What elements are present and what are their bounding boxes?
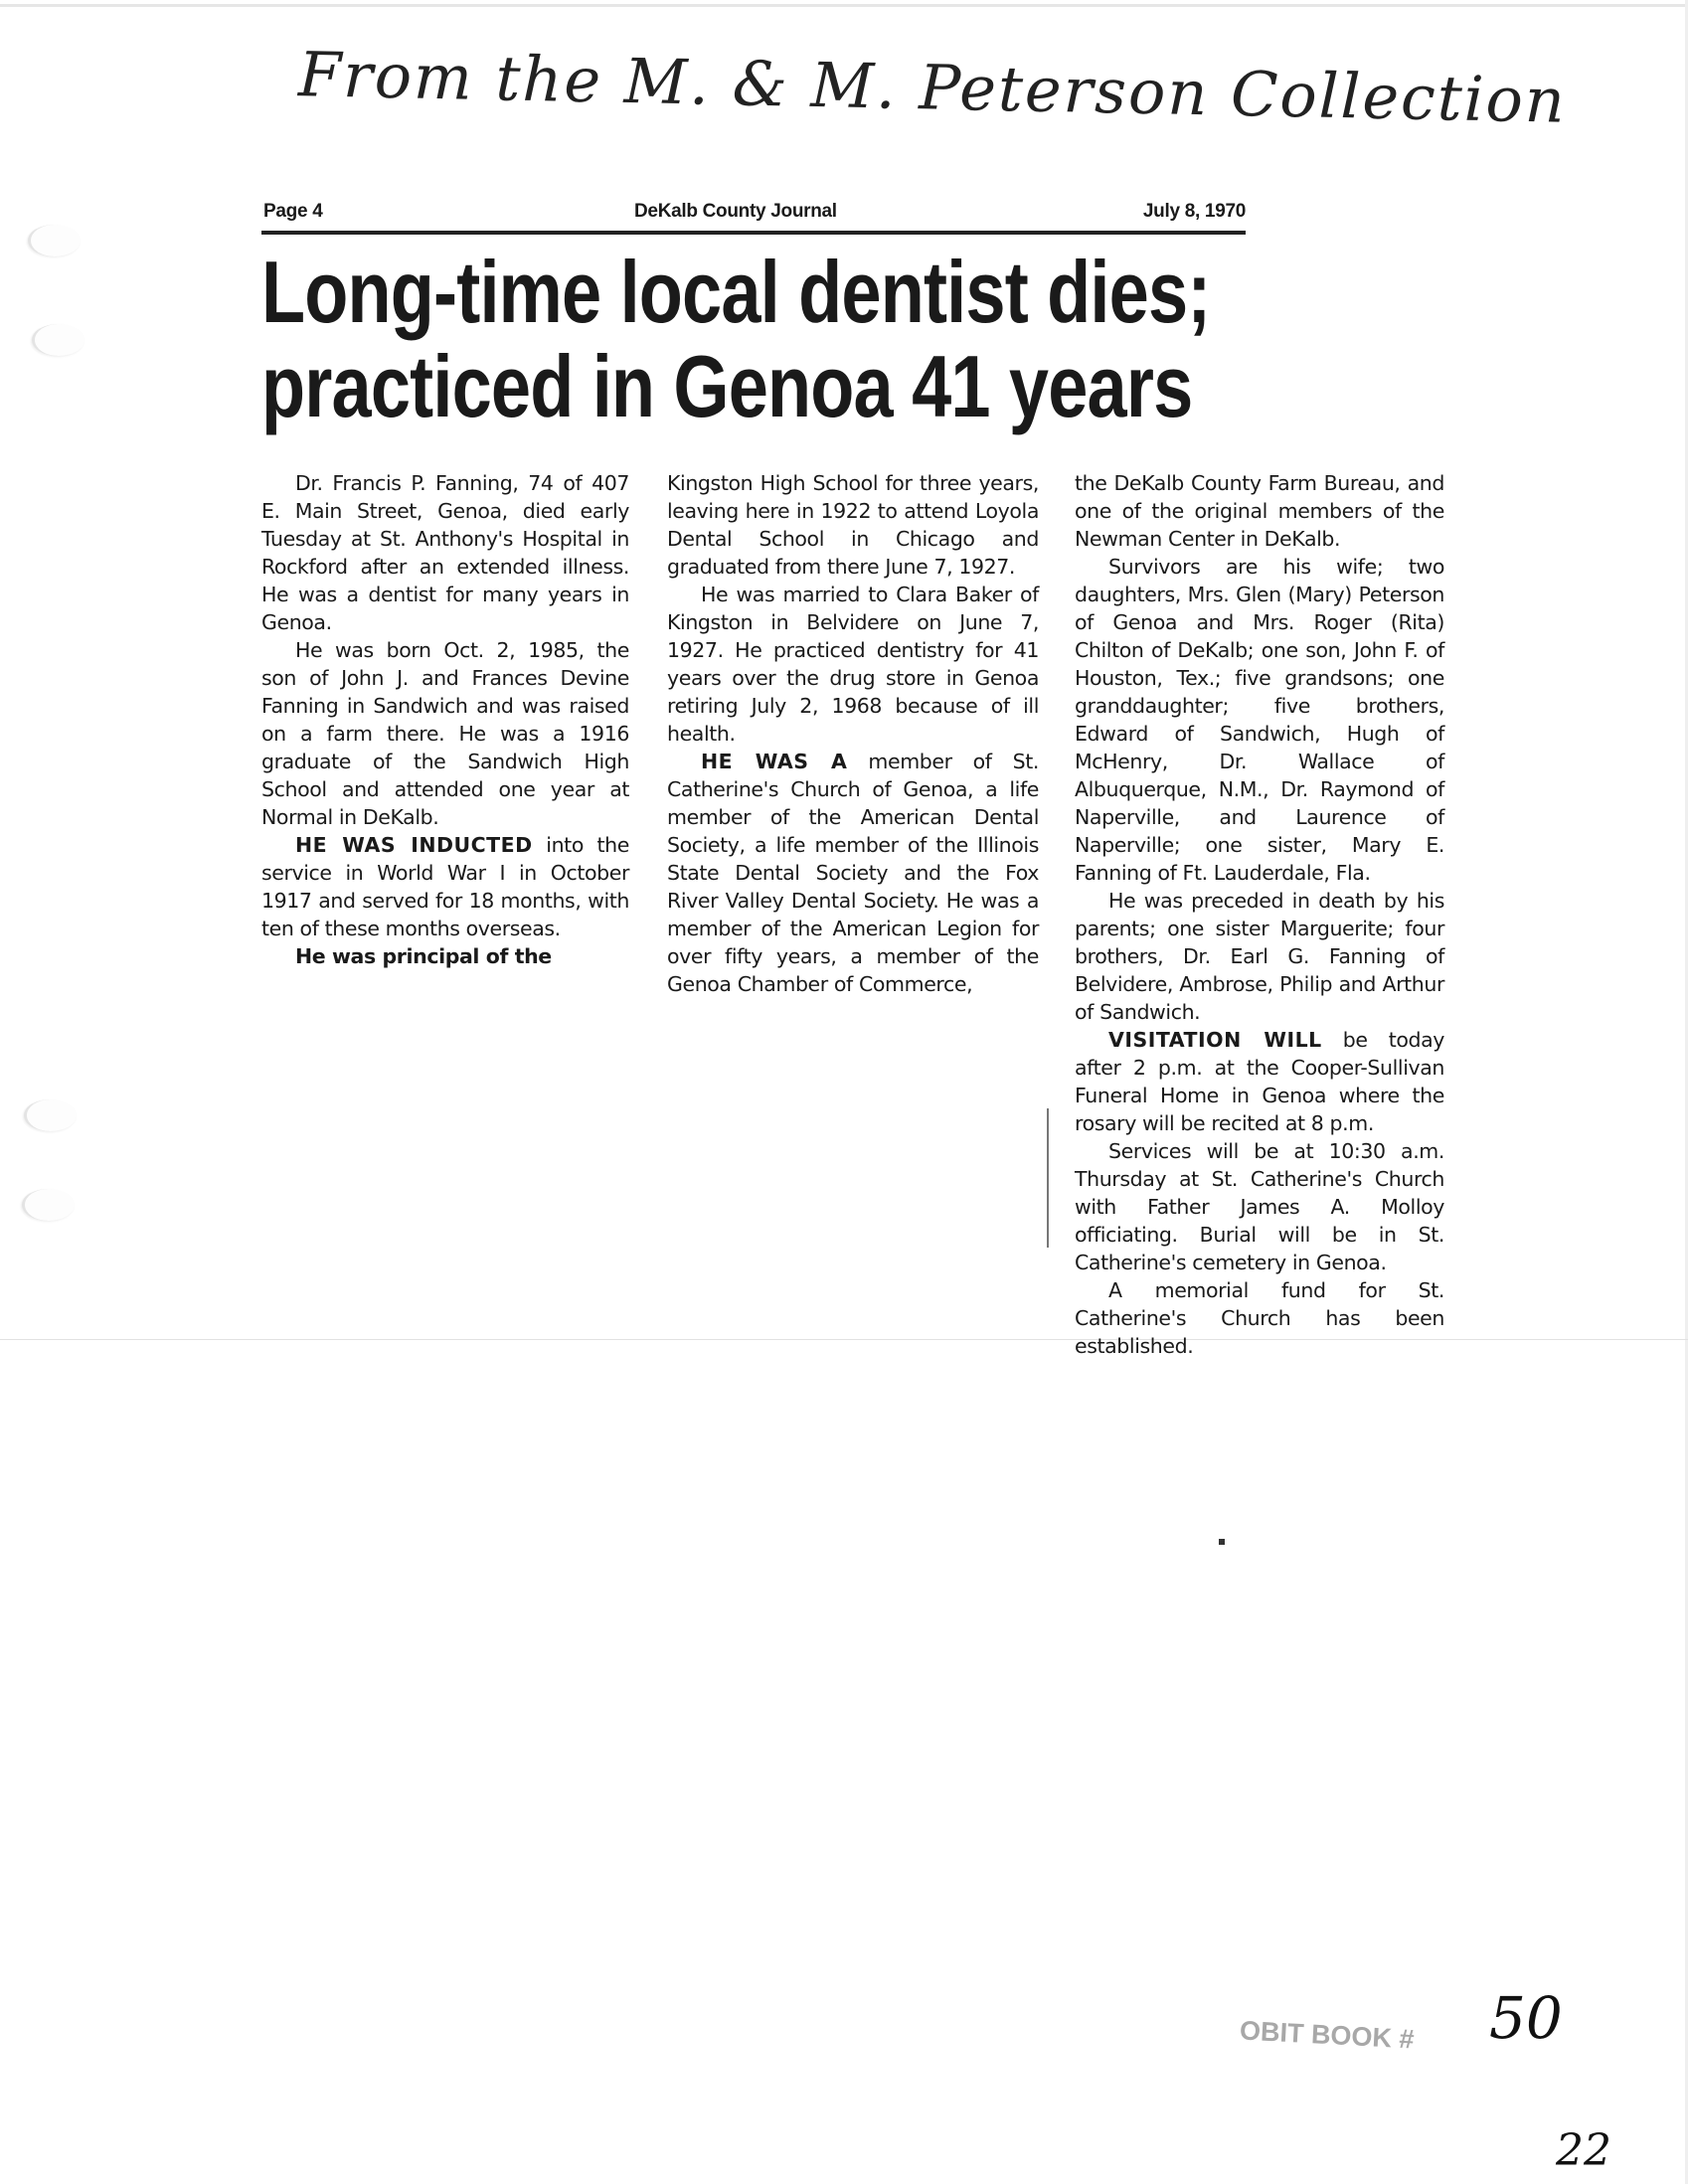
issue-date: July 8, 1970 bbox=[1142, 201, 1246, 222]
headline-line-2: practiced in Genoa 41 years bbox=[261, 337, 1193, 435]
end-mark bbox=[1219, 1539, 1225, 1545]
paragraph-text: into the service in World War I in October 1917 and served for 18 months, with ten of these months overseas. bbox=[261, 833, 629, 940]
newspaper-name: DeKalb County Journal bbox=[634, 201, 837, 222]
paragraph-text: member of St. Catherine's Church of Genoa, a life member of the American Dental Society, a life member of the Illinois State Dental Society and the Fox River Valley Dental Society. He was a member of the American Legion for over fifty years, a member of the Genoa Chamber of Commerce, bbox=[667, 750, 1039, 996]
headline bbox=[261, 243, 1211, 435]
article-column-2 bbox=[667, 469, 1039, 998]
punch-hole bbox=[28, 225, 81, 256]
paragraph: Kingston High School for three years, leaving here in 1922 to attend Loyola Dental School in Chicago and graduated from there June 7, 1927. bbox=[667, 471, 1039, 579]
punch-hole bbox=[32, 324, 84, 356]
obit-book-stamp: OBIT BOOK # bbox=[1239, 2015, 1416, 2055]
scan-edge-top bbox=[0, 4, 1688, 7]
punch-hole bbox=[22, 1189, 75, 1221]
paragraph bbox=[1075, 1026, 1444, 1137]
paragraph: Survivors are his wife; two daughters, Mrs. Glen (Mary) Peterson of Genoa and Mrs. Roger (Rita) Chilton of DeKalb; one son, John F. of Houston, Tex.; five grandsons; one granddaughter; five brothers, Edward of Sandwich, Hugh of McHenry, Dr. Wallace of Albuquerque, N.M., Dr. Raymond of Naperville, and Laurence of Naperville; one sister, Mary E. Fanning of Ft. Lauderdale, Fla. bbox=[1075, 555, 1444, 885]
paragraph-lead: VISITATION WILL bbox=[1108, 1028, 1322, 1052]
punch-hole bbox=[24, 1099, 77, 1131]
masthead bbox=[261, 195, 1246, 229]
obit-book-number: 50 bbox=[1489, 1984, 1563, 2052]
paragraph: He was married to Clara Baker of Kingston in Belvidere on June 7, 1927. He practiced dentistry for 41 years over the drug store in Genoa retiring July 2, 1968 because of ill health. bbox=[667, 583, 1039, 746]
paragraph-lead: HE WAS INDUCTED bbox=[295, 833, 533, 857]
headline-line-1: Long-time local dentist dies; bbox=[261, 243, 1211, 341]
paragraph: He was preceded in death by his parents; one sister Marguerite; four brothers, Dr. Earl G. Fanning of Belvidere, Ambrose, Philip and Arthur of Sandwich. bbox=[1075, 889, 1444, 1024]
article-column-1 bbox=[261, 469, 629, 970]
paragraph: Dr. Francis P. Fanning, 74 of 407 E. Main Street, Genoa, died early Tuesday at St. Anthony's Hospital in Rockford after an extended illness. He was a dentist for many years in Genoa. bbox=[261, 471, 629, 634]
handwritten-page-number: 22 bbox=[1556, 2125, 1611, 2176]
paragraph: He was born Oct. 2, 1985, the son of John J. and Frances Devine Fanning in Sandwich and was raised on a farm there. He was a 1916 graduate of the Sandwich High School and attended one year at Normal in DeKalb. bbox=[261, 638, 629, 829]
paragraph bbox=[667, 748, 1039, 998]
paragraph-text: be today after 2 p.m. at the Cooper-Sullivan Funeral Home in Genoa where the rosary will be recited at 8 p.m. bbox=[1075, 1028, 1444, 1135]
page-label: Page 4 bbox=[263, 201, 323, 222]
masthead-rule bbox=[261, 231, 1246, 235]
paragraph: Services will be at 10:30 a.m. Thursday at St. Catherine's Church with Father James A. Molloy officiating. Burial will be in St. Catherine's cemetery in Genoa. bbox=[1075, 1139, 1444, 1274]
paragraph: He was principal of the bbox=[295, 944, 552, 968]
article-column-3 bbox=[1075, 469, 1444, 1360]
handwritten-note: From the M. & M. Peterson Collection bbox=[297, 38, 1568, 137]
paragraph: A memorial fund for St. Catherine's Church has been established. bbox=[1075, 1278, 1444, 1358]
paragraph bbox=[261, 831, 629, 942]
paragraph: the DeKalb County Farm Bureau, and one of the original members of the Newman Center in DeKalb. bbox=[1075, 471, 1444, 551]
clipping-edge bbox=[1047, 1108, 1049, 1248]
paragraph-lead: HE WAS A bbox=[701, 750, 848, 773]
